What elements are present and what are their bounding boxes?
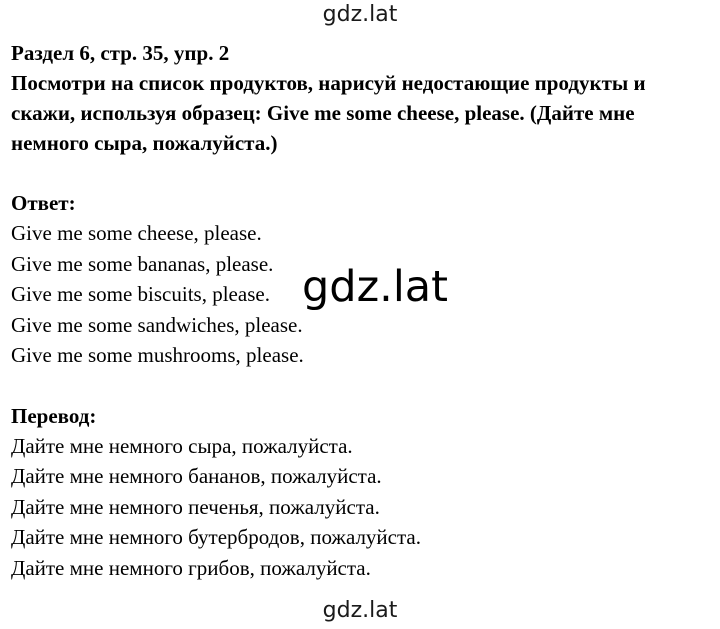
answer-line: Give me some sandwiches, please. xyxy=(11,312,303,337)
translation-line: Дайте мне немного сыра, пожалуйста. xyxy=(11,433,353,458)
watermark-bottom: gdz.lat xyxy=(322,598,398,623)
translation-label: Перевод: xyxy=(11,403,97,428)
spacer xyxy=(11,158,715,188)
watermark-center: gdz.lat xyxy=(302,262,448,312)
answer-line: Give me some biscuits, please. xyxy=(11,282,270,306)
translation-line: Дайте мне немного печенья, пожалуйста. xyxy=(11,494,380,519)
exercise-task: Посмотри на список продуктов, нарисуй недостающие продукты и скажи, используя образец: Give me some cheese, please. (Дайте мне немного сыра, пожалуйста.) xyxy=(11,71,646,155)
exercise-heading: Раздел 6, стр. 35, упр. 2 xyxy=(11,41,230,65)
translation-line: Дайте мне немного бутербродов, пожалуйста. xyxy=(11,525,421,549)
answer-line: Give me some cheese, please. xyxy=(11,221,262,245)
answer-line: Give me some bananas, please. xyxy=(11,251,274,276)
translation-line: Дайте мне немного грибов, пожалуйста. xyxy=(11,555,371,580)
answer-label: Ответ: xyxy=(11,191,76,215)
answer-line: Give me some mushrooms, please. xyxy=(11,343,304,367)
spacer xyxy=(11,371,715,401)
watermark-top: gdz.lat xyxy=(322,2,398,27)
translation-line: Дайте мне немного бананов, пожалуйста. xyxy=(11,464,382,488)
